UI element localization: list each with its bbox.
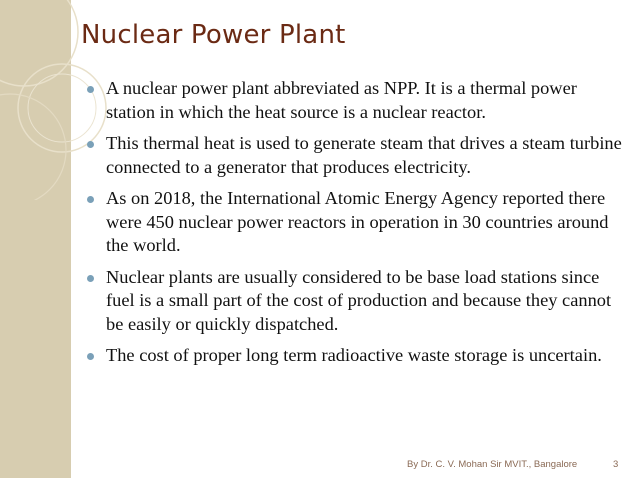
slide-footer: By Dr. C. V. Mohan Sir MVIT., Bangalore bbox=[407, 459, 578, 470]
bullet-item bbox=[86, 77, 626, 124]
bullet-dot-icon bbox=[87, 141, 94, 148]
bullet-text: A nuclear power plant abbreviated as NPP. It is a thermal power station in which the heat source is a nuclear reactor. bbox=[106, 78, 577, 122]
bullet-dot-icon bbox=[87, 86, 94, 93]
slide-title: Nuclear Power Plant bbox=[81, 20, 346, 50]
bullet-item bbox=[86, 344, 626, 368]
bullet-item bbox=[86, 132, 626, 179]
bullet-text: The cost of proper long term radioactive waste storage is uncertain. bbox=[106, 345, 602, 365]
bullet-dot-icon bbox=[87, 353, 94, 360]
bullet-text: As on 2018, the International Atomic Energy Agency reported there were 450 nuclear power reactors in operation in 30 countries around the world. bbox=[106, 188, 609, 255]
bullet-text: This thermal heat is used to generate steam that drives a steam turbine connected to a generator that produces electricity. bbox=[106, 133, 622, 177]
bullet-text: Nuclear plants are usually considered to be base load stations since fuel is a small part of the cost of production and because they cannot be easily or quickly dispatched. bbox=[106, 266, 612, 334]
bullet-item bbox=[86, 187, 626, 258]
bullet-dot-icon bbox=[87, 196, 94, 203]
page-number: 3 bbox=[613, 459, 619, 470]
bullet-item bbox=[86, 266, 626, 337]
bullet-dot-icon bbox=[87, 275, 94, 282]
bullet-list bbox=[86, 77, 626, 376]
